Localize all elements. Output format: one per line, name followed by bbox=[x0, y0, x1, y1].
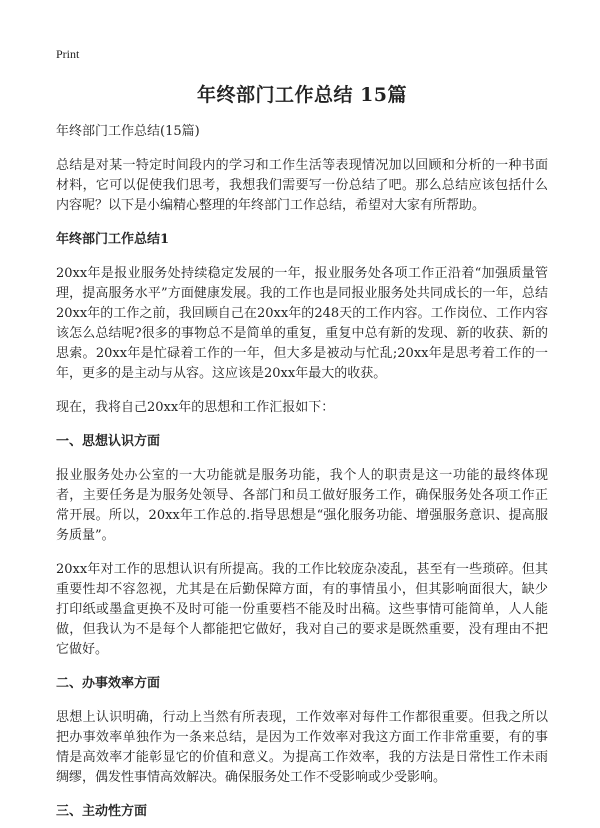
intro-paragraph: 总结是对某一特定时间段内的学习和工作生活等表现情况加以回顾和分析的一种书面材料，它可以促使我们思考，我想我们需要写一份总结了吧。那么总结应该包括什么内容呢？以下是小编精心整理的年终部门工作总结，希望对大家有所帮助。 bbox=[56, 158, 548, 213]
paragraph-2: 现在，我将自己20xx年的思想和工作汇报如下： bbox=[56, 400, 335, 415]
heading-thought: 一、思想认识方面 bbox=[56, 434, 161, 449]
paragraph-5: 思想上认识明确，行动上当然有所表现，工作效率对每件工作都很重要。但我之所以把办事效率单独作为一条来总结，是因为工作效率对我这方面工作非常重要，有的事情是高效率才能彰显它的价值和意义。为提高工作效率，我的方法是日常性工作未雨绸缪，偶发性事情高效解决。确保服务处工作不受影响或少受影响。 bbox=[56, 710, 548, 785]
paragraph-3: 报业服务处办公室的一大功能就是服务功能，我个人的职责是这一功能的最终体现者，主要任务是为服务处领导、各部门和员工做好服务工作，确保服务处各项工作正常开展。所以，20xx年工作总的.指导思想是“强化服务功能、增强服务意识、提高服务质量”。 bbox=[56, 468, 548, 543]
document-title: 年终部门工作总结 15篇 bbox=[196, 84, 408, 106]
heading-initiative: 三、主动性方面 bbox=[56, 804, 148, 819]
paragraph-4: 20xx年对工作的思想认识有所提高。我的工作比较庞杂凌乱，甚至有一些琐碎。但其重要性却不容忽视，尤其是在后勤保障方面，有的事情虽小，但其影响面很大，缺少打印纸或墨盒更换不及时可能一份重要档不能及时出稿。这些事情可能简单，人人能做，但我认为不是每个人都能把它做好，我对自己的要求是既然重要，没有理由不把它做好。 bbox=[56, 562, 548, 657]
heading-efficiency: 二、办事效率方面 bbox=[56, 676, 161, 691]
document-subtitle: 年终部门工作总结(15篇) bbox=[56, 124, 200, 139]
print-link[interactable]: Print bbox=[56, 47, 80, 61]
paragraph-1: 20xx年是报业服务处持续稳定发展的一年，报业服务处各项工作正沿着“加强质量管理，提高服务水平”方面健康发展。我的工作也是同报业服务处共同成长的一年，总结20xx年的工作之前，我回顾自己在20xx年的248天的工作内容。工作岗位、工作内容该怎么总结呢?很多的事物总不是简单的重复，重复中总有新的发现、新的收获、新的思索。20xx年是忙碌着工作的一年，但大多是被动与忙乱;20xx年是思考着工作的一年，更多的是主动与从容。这应该是20xx年最大的收获。 bbox=[56, 266, 548, 381]
section-title: 年终部门工作总结1 bbox=[56, 232, 170, 247]
